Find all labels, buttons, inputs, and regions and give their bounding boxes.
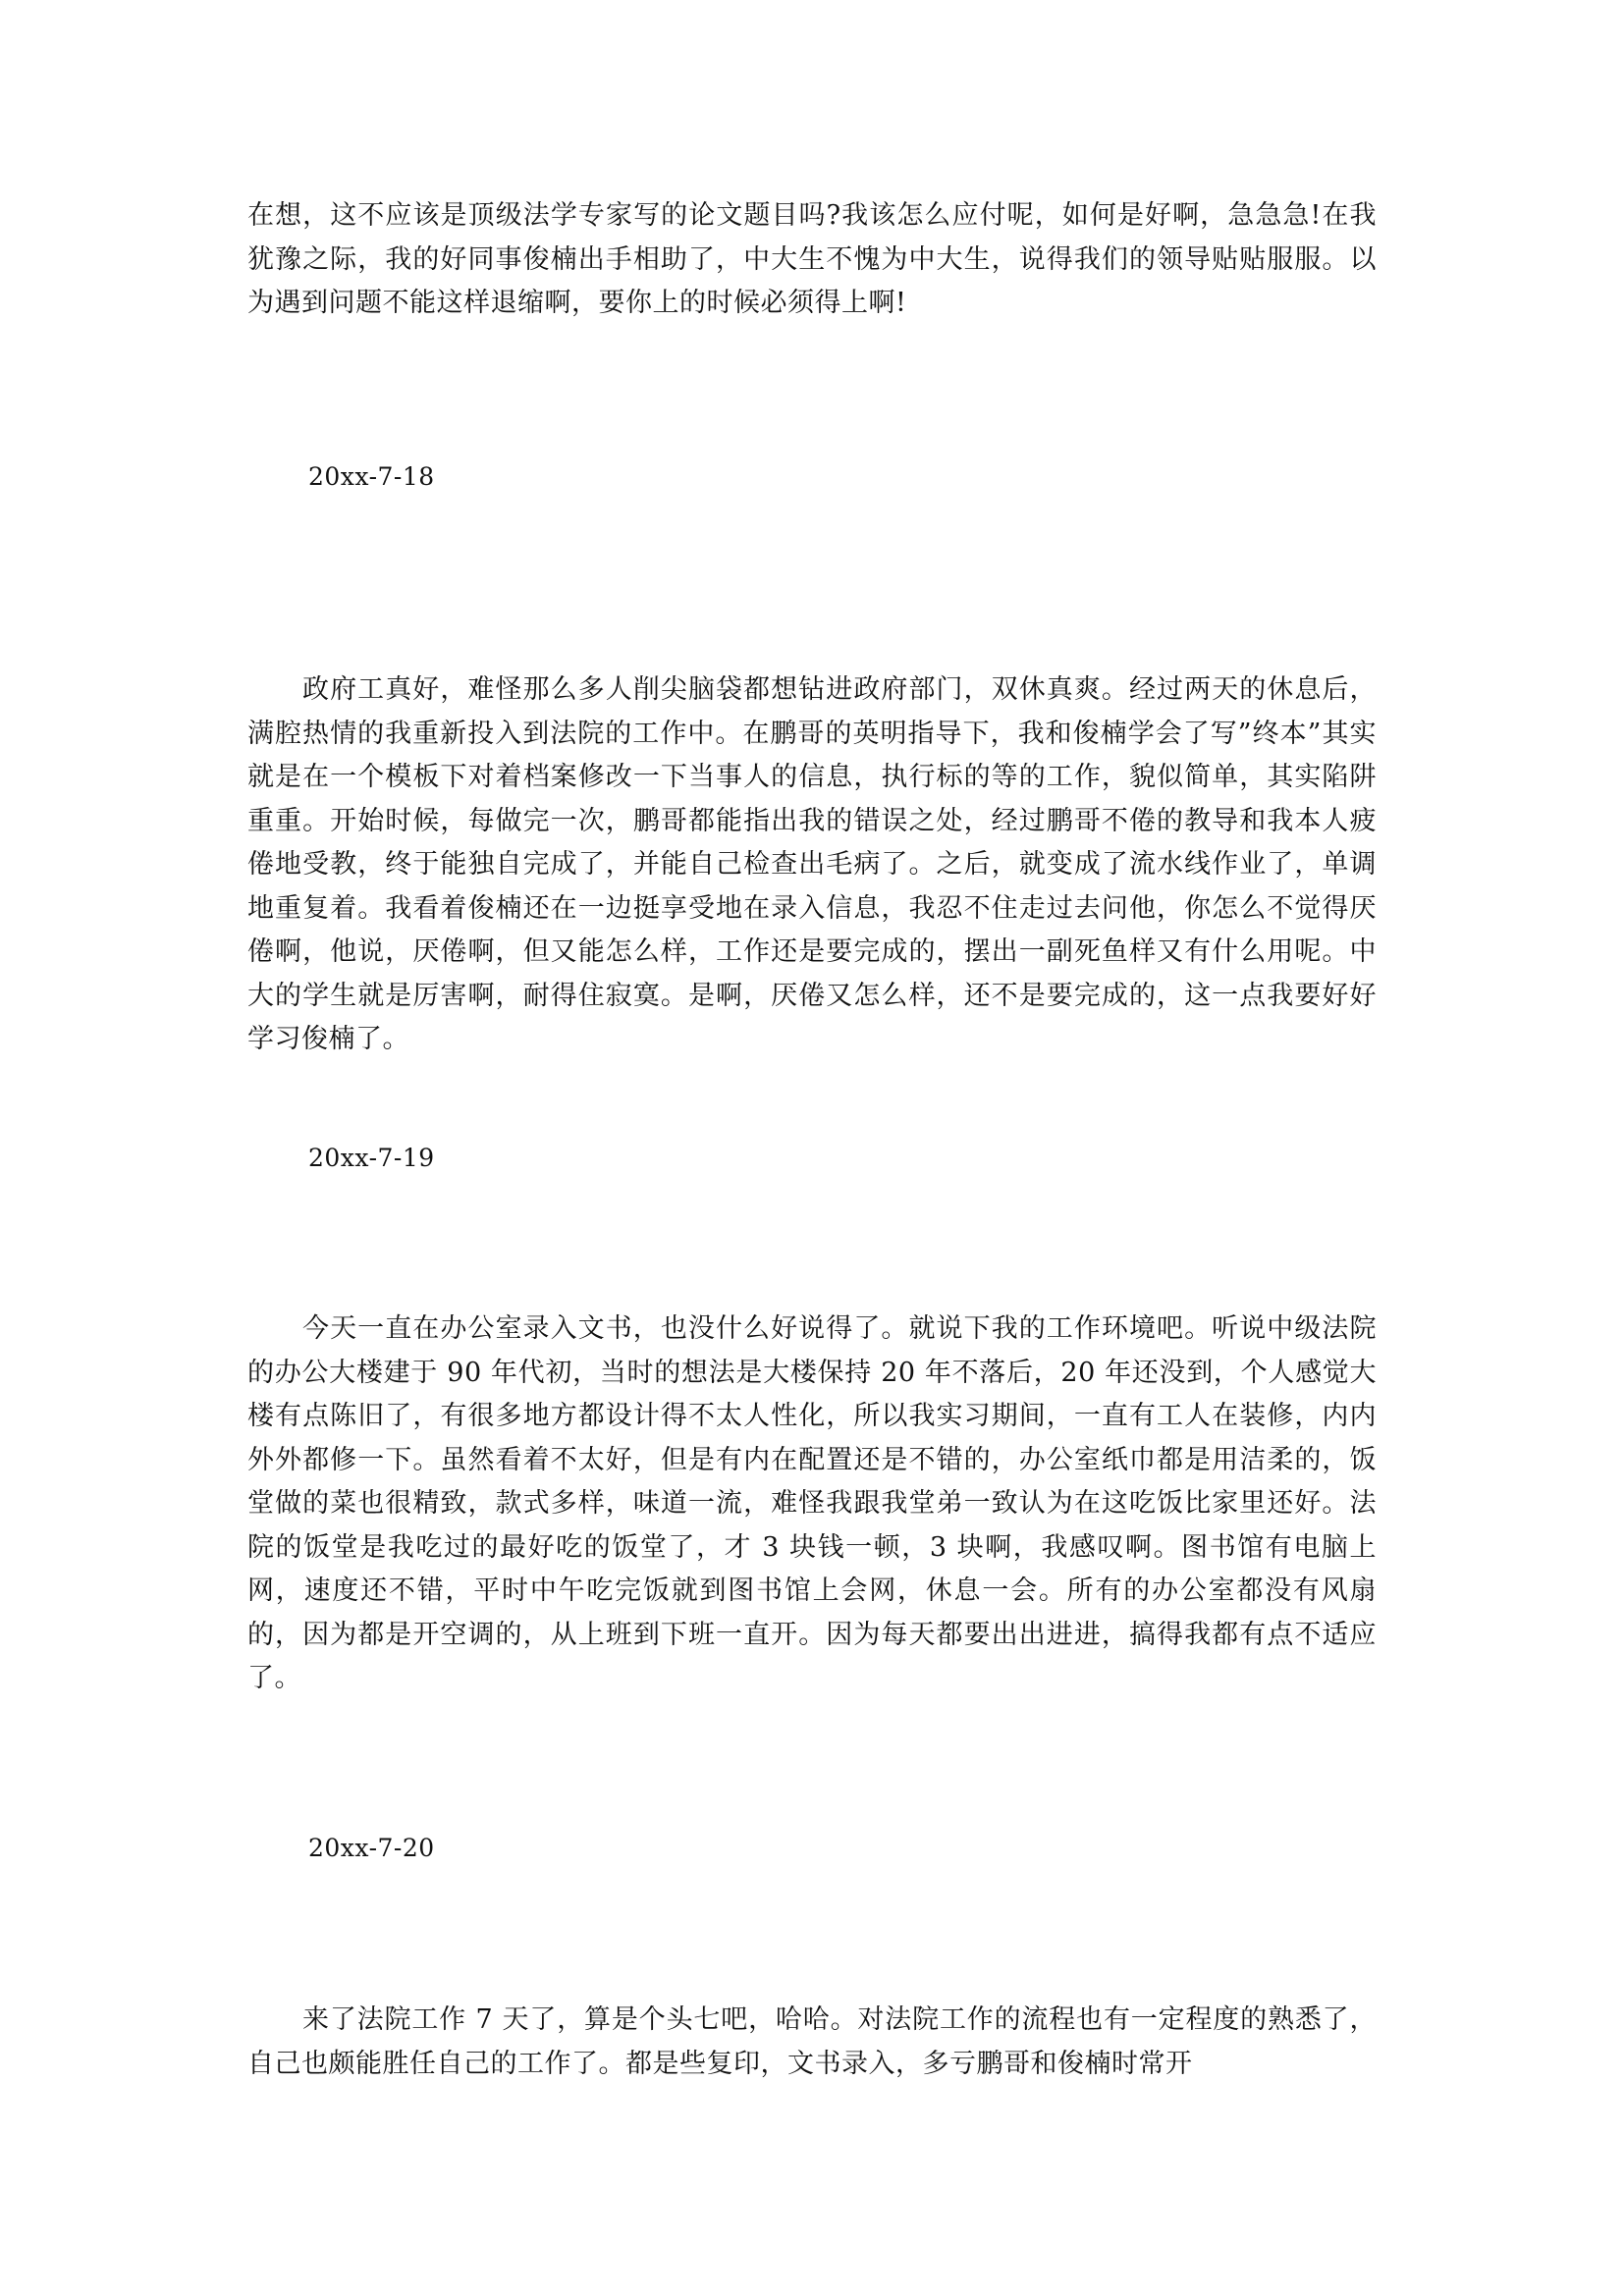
paragraph-7-18-entry: 政府工真好，难怪那么多人削尖脑袋都想钻进政府部门，双休真爽。经过两天的休息后，满腔热情的我重新投入到法院的工作中。在鹏哥的英明指导下，我和俊楠学会了写”终本”其实就是在一个模板下对着档案修改一下当事人的信息，执行标的等的工作，貌似简单，其实陷阱重重。开始时候，每做完一次，鹏哥都能指出我的错误之处，经过鹏哥不倦的教导和我本人疲倦地受教，终于能独自完成了，并能自己检查出毛病了。之后，就变成了流水线作业了，单调地重复着。我看着俊楠还在一边挺享受地在录入信息，我忍不住走过去问他，你怎么不觉得厌倦啊，他说，厌倦啊，但又能怎么样，工作还是要完成的，摆出一副死鱼样又有什么用呢。中大的学生就是厉害啊，耐得住寂寞。是啊，厌倦又怎么样，还不是要完成的，这一点我要好好学习俊楠了。: [247, 674, 1377, 1054]
paragraph-7-19-entry: 今天一直在办公室录入文书，也没什么好说得了。就说下我的工作环境吧。听说中级法院的办公大楼建于 90 年代初，当时的想法是大楼保持 20 年不落后，20 年还没到，个人感觉大楼有点陈旧了，有很多地方都设计得不太人性化，所以我实习期间，一直有工人在装修，内内外外都修一下。虽然看着不太好，但是有内在配置还是不错的，办公室纸巾都是用洁柔的，饭堂做的菜也很精致，款式多样，味道一流，难怪我跟我堂弟一致认为在这吃饭比家里还好。法院的饭堂是我吃过的最好吃的饭堂了，才 3 块钱一顿，3 块啊，我感叹啊。图书馆有电脑上网，速度还不错，平时中午吃完饭就到图书馆上会网，休息一会。所有的办公室都没有风扇的，因为都是开空调的，从上班到下班一直开。因为每天都要出出进进，搞得我都有点不适应了。: [247, 1313, 1377, 1693]
paragraph-7-20-entry: 来了法院工作 7 天了，算是个头七吧，哈哈。对法院工作的流程也有一定程度的熟悉了，自己也颇能胜任自己的工作了。都是些复印，文书录入，多亏鹏哥和俊楠时常开: [247, 2004, 1377, 2079]
diary-date-7-18: 20xx-7-18: [308, 462, 435, 491]
paragraph-continuation: 在想，这不应该是顶级法学专家写的论文题目吗?我该怎么应付呢，如何是好啊，急急急!在我犹豫之际，我的好同事俊楠出手相助了，中大生不愧为中大生，说得我们的领导贴贴服服。以为遇到问题不能这样退缩啊，要你上的时候必须得上啊!: [247, 200, 1377, 318]
diary-date-7-19: 20xx-7-19: [308, 1144, 435, 1172]
diary-date-7-20: 20xx-7-20: [308, 1834, 435, 1862]
